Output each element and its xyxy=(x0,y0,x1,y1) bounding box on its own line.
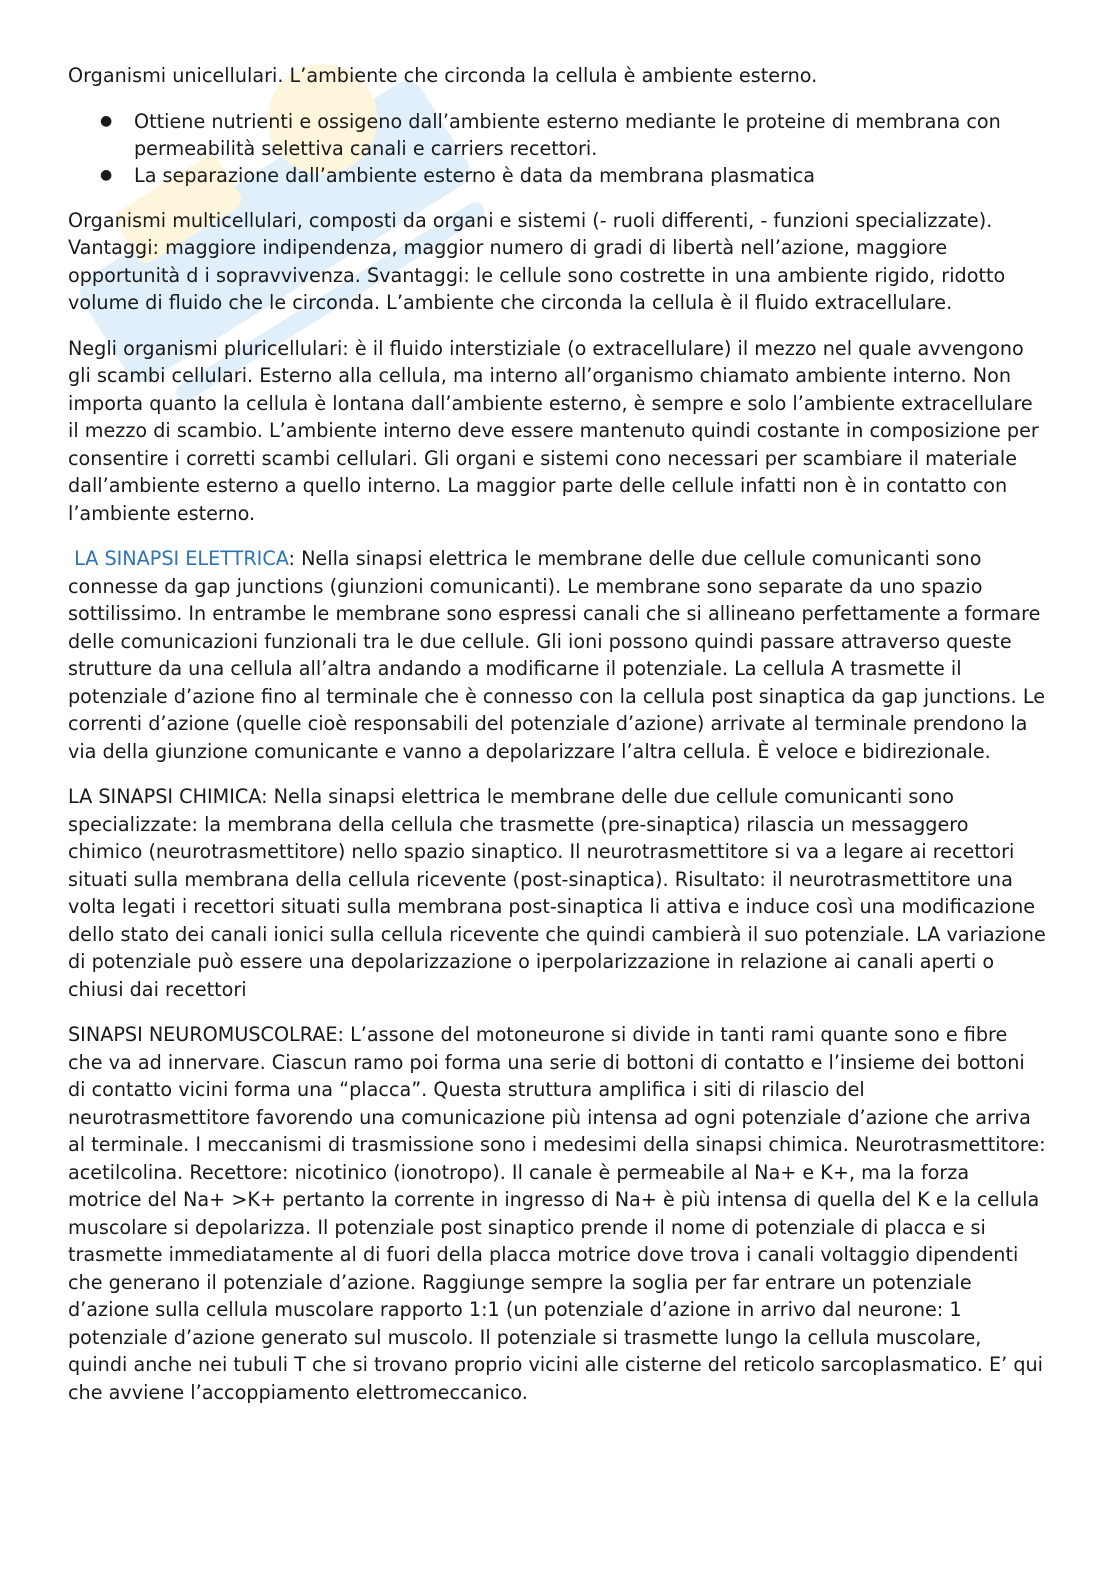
list-item xyxy=(68,162,1046,189)
paragraph-unicellular: Organismi unicellulari. L’ambiente che circonda la cellula è ambiente esterno. xyxy=(68,64,818,87)
paragraph-chemical-synapse: LA SINAPSI CHIMICA: Nella sinapsi elettrica le membrane delle due cellule comunicanti sono specializzate: la membrana della cellula che trasmette (pre-sinaptica) rilascia un messaggero chimico (neurotrasmettitore) nello spazio sinaptico. Il neurotrasmettitore si va a legare ai recettori situati sulla membrana della cellula ricevente (post-sinaptica). Risultato: il neurotrasmettitore una volta legati i recettori situati sulla membrana post-sinaptica li attiva e induce così una modificazione dello stato dei canali ionici sulla cellula ricevente che quindi cambierà il suo potenziale. LA variazione di potenziale può essere una depolarizzazione o iperpolarizzazione in relazione ai canali aperti o chiusi dai recettori xyxy=(68,785,1046,1001)
list-item-text: Ottiene nutrienti e ossigeno dall’ambiente esterno mediante le proteine di membrana con permeabilità selettiva canali e carriers recettori. xyxy=(134,109,1001,160)
list-item xyxy=(68,108,1046,162)
bullet-icon: ● xyxy=(100,112,113,129)
list-item-text: La separazione dall’ambiente esterno è data da membrana plasmatica xyxy=(134,163,816,187)
section-heading-electrical-synapse: LA SINAPSI ELETTRICA xyxy=(74,547,289,570)
paragraph-multicellular: Organismi multicellulari, composti da organi e sistemi (- ruoli differenti, - funzioni specializzate). Vantaggi: maggiore indipendenza, maggior numero di gradi di libertà nell’azione, maggiore opportunità d i sopravvivenza. Svantaggi: le cellule sono costrette in una ambiente rigido, ridotto volume di fluido che le circonda. L’ambiente che circonda la cellula è il fluido extracellulare. xyxy=(68,208,1006,314)
paragraph-pluricellular: Negli organismi pluricellulari: è il fluido interstiziale (o extracellulare) il mezzo nel quale avvengono gli scambi cellulari. Esterno alla cellula, ma interno all’organismo chiamato ambiente interno. Non importa quanto la cellula è lontana dall’ambiente esterno, è sempre e solo l’ambiente extracellulare il mezzo di scambio. L’ambiente interno deve essere mantenuto quindi costante in composizione per consentire i corretti scambi cellulari. Gli organi e sistemi cono necessari per scambiare il materiale dall’ambiente esterno a quello interno. La maggior parte delle cellule infatti non è in contatto con l’ambiente esterno. xyxy=(68,336,1039,525)
electrical-synapse-text: : Nella sinapsi elettrica le membrane delle due cellule comunicanti sono connesse da gap junctions (giunzioni comunicanti). Le membrane sono separate da uno spazio sottilissimo. In entrambe le membrane sono espressi canali che si allineano perfettamente a formare delle comunicazioni funzionali tra le due cellule. Gli ioni possono quindi passare attraverso queste strutture da una cellula all’altra andando a modificarne il potenziale. La cellula A trasmette il potenziale d’azione fino al terminale che è connesso con la cellula post sinaptica da gap junctions. Le correnti d’azione (quelle cioè responsabili del potenziale d’azione) arrivate al terminale prendono la via della giunzione comunicante e vanno a depolarizzare l’altra cellula. È veloce e bidirezionale. xyxy=(68,547,1046,763)
bullet-icon: ● xyxy=(100,166,113,183)
document-body xyxy=(68,62,1046,1424)
paragraph-electrical-synapse xyxy=(68,545,1046,765)
bullet-list xyxy=(68,108,1046,189)
paragraph-neuromuscular-synapse: SINAPSI NEUROMUSCOLRAE: L’assone del motoneurone si divide in tanti rami quante sono e fibre che va ad innervare. Ciascun ramo poi forma una serie di bottoni di contatto e l’insieme dei bottoni di contatto vicini forma una “placca”. Questa struttura amplifica i siti di rilascio del neurotrasmettitore favorendo una comunicazione più intensa ad ogni potenziale d’azione che arriva al terminale. I meccanismi di trasmissione sono i medesimi della sinapsi chimica. Neurotrasmettitore: acetilcolina. Recettore: nicotinico (ionotropo). Il canale è permeabile al Na+ e K+, ma la forza motrice del Na+ >K+ pertanto la corrente in ingresso di Na+ è più intensa di quella del K e la cellula muscolare si depolarizza. Il potenziale post sinaptico prende il nome di potenziale di placca e si trasmette immediatamente al di fuori della placca motrice dove trova i canali voltaggio dipendenti che generano il potenziale d’azione. Raggiunge sempre la soglia per far entrare un potenziale d’azione sulla cellula muscolare rapporto 1:1 (un potenziale d’azione in arrivo dal neurone: 1 potenziale d’azione generato sul muscolo. Il potenziale si trasmette lungo la cellula muscolare, quindi anche nei tubuli T che si trovano proprio vicini alle cisterne del reticolo sarcoplasmatico. E’ qui che avviene l’accoppiamento elettromeccanico. xyxy=(68,1023,1046,1404)
